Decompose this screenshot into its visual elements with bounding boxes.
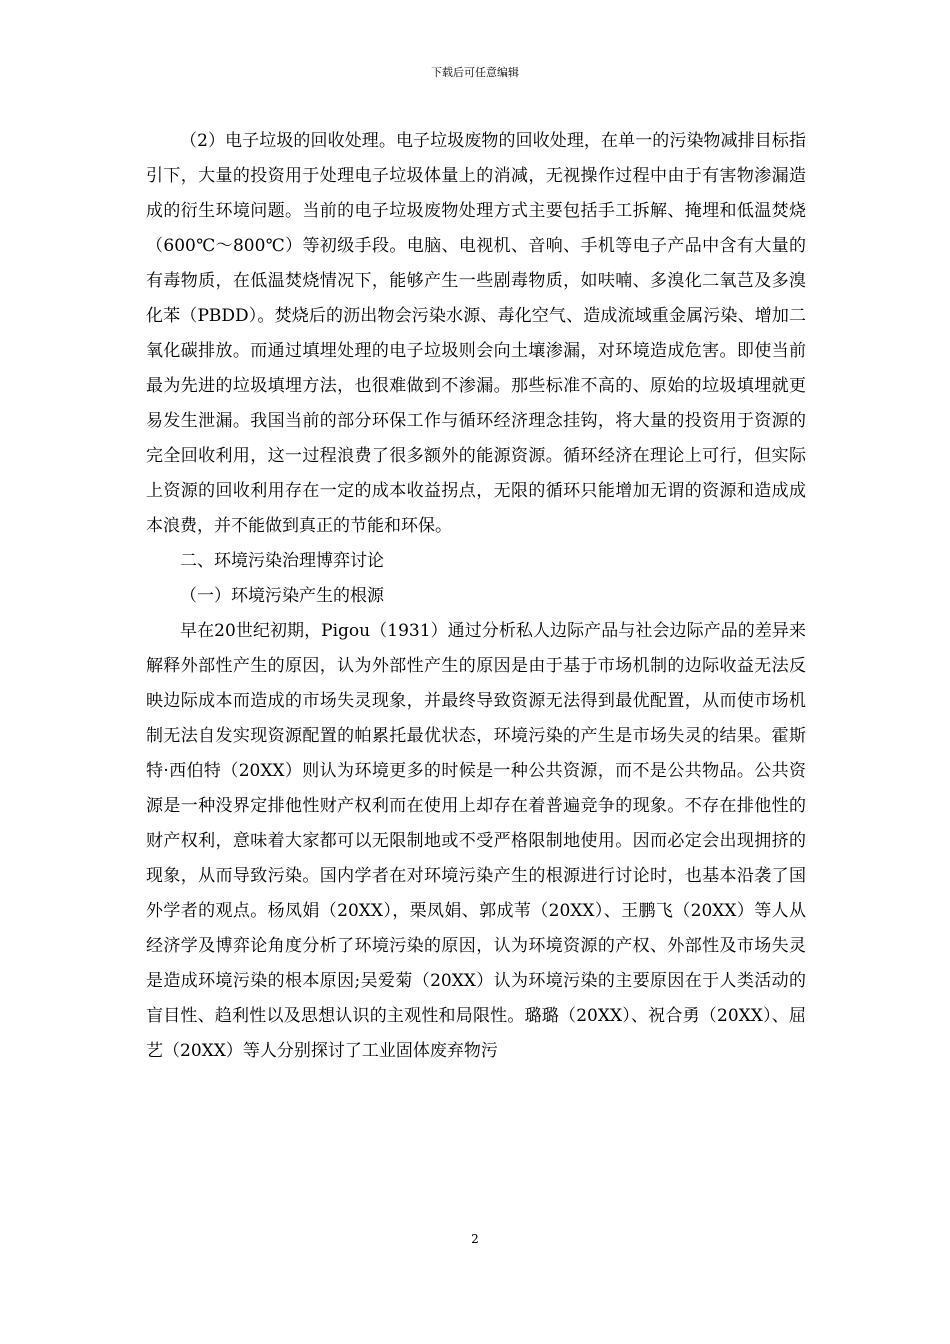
paragraph-pollution-origins: 早在20世纪初期，Pigou（1931）通过分析私人边际产品与社会边际产品的差异来解释外部性产生的原因，认为外部性产生的原因是由于基于市场机制的边际收益无法反映边际成本而造成的市场失灵现象，并最终导致资源无法得到最优配置，从而使市场机制无法自发实现资源配置的帕累托最优状态，环境污染的产生是市场失灵的结果。霍斯特·西伯特（20XX）则认为环境更多的时候是一种公共资源，而不是公共物品。公共资源是一种没界定排他性财产权利而在使用上却存在着普遍竞争的现象。不存在排他性的财产权利，意味着大家都可以无限制地或不受严格限制地使用。因而必定会出现拥挤的现象，从而导致污染。国内学者在对环境污染产生的根源进行讨论时，也基本沿袭了国外学者的观点。杨凤娟（20XX），栗凤娟、郭成苇（20XX）、王鹏飞（20XX）等人从经济学及博弈论角度分析了环境污染的原因，认为环境资源的产权、外部性及市场失灵是造成环境污染的根本原因;吴爱菊（20XX）认为环境污染的主要原因在于人类活动的盲目性、趋利性以及思想认识的主观性和局限性。璐璐（20XX）、祝合勇（20XX）、屈艺（20XX）等人分别探讨了工业固体废弃物污	[146, 621, 806, 1061]
subsection-heading: （一）环境污染产生的根源	[180, 586, 384, 606]
paragraph-e-waste-recycling: （2）电子垃圾的回收处理。电子垃圾废物的回收处理，在单一的污染物减排目标指引下，大量的投资用于处理电子垃圾体量上的消减，无视操作过程中由于有害物渗漏造成的衍生环境问题。当前的电子垃圾废物处理方式主要包括手工拆解、掩埋和低温焚烧（600℃～800℃）等初级手段。电脑、电视机、音响、手机等电子产品中含有大量的有毒物质，在低温焚烧情况下，能够产生一些剧毒物质，如呋喃、多溴化二氧芑及多溴化苯（PBDD）。焚烧后的沥出物会污染水源、毒化空气、造成流域重金属污染、增加二氧化碳排放。而通过填埋处理的电子垃圾则会向土壤渗漏，对环境造成危害。即使当前最为先进的垃圾填埋方法，也很难做到不渗漏。那些标准不高的、原始的垃圾填埋就更易发生泄漏。我国当前的部分环保工作与循环经济理念挂钩，将大量的投资用于资源的完全回收利用，这一过程浪费了很多额外的能源资源。循环经济在理论上可行，但实际上资源的回收利用存在一定的成本收益拐点，无限的循环只能增加无谓的资源和造成成本浪费，并不能做到真正的节能和环保。	[146, 131, 806, 536]
section-heading: 二、环境污染治理博弈讨论	[180, 551, 384, 571]
document-body	[146, 124, 806, 1069]
page-header: 下载后可任意编辑	[431, 66, 519, 79]
page-number: 2	[471, 1232, 479, 1246]
